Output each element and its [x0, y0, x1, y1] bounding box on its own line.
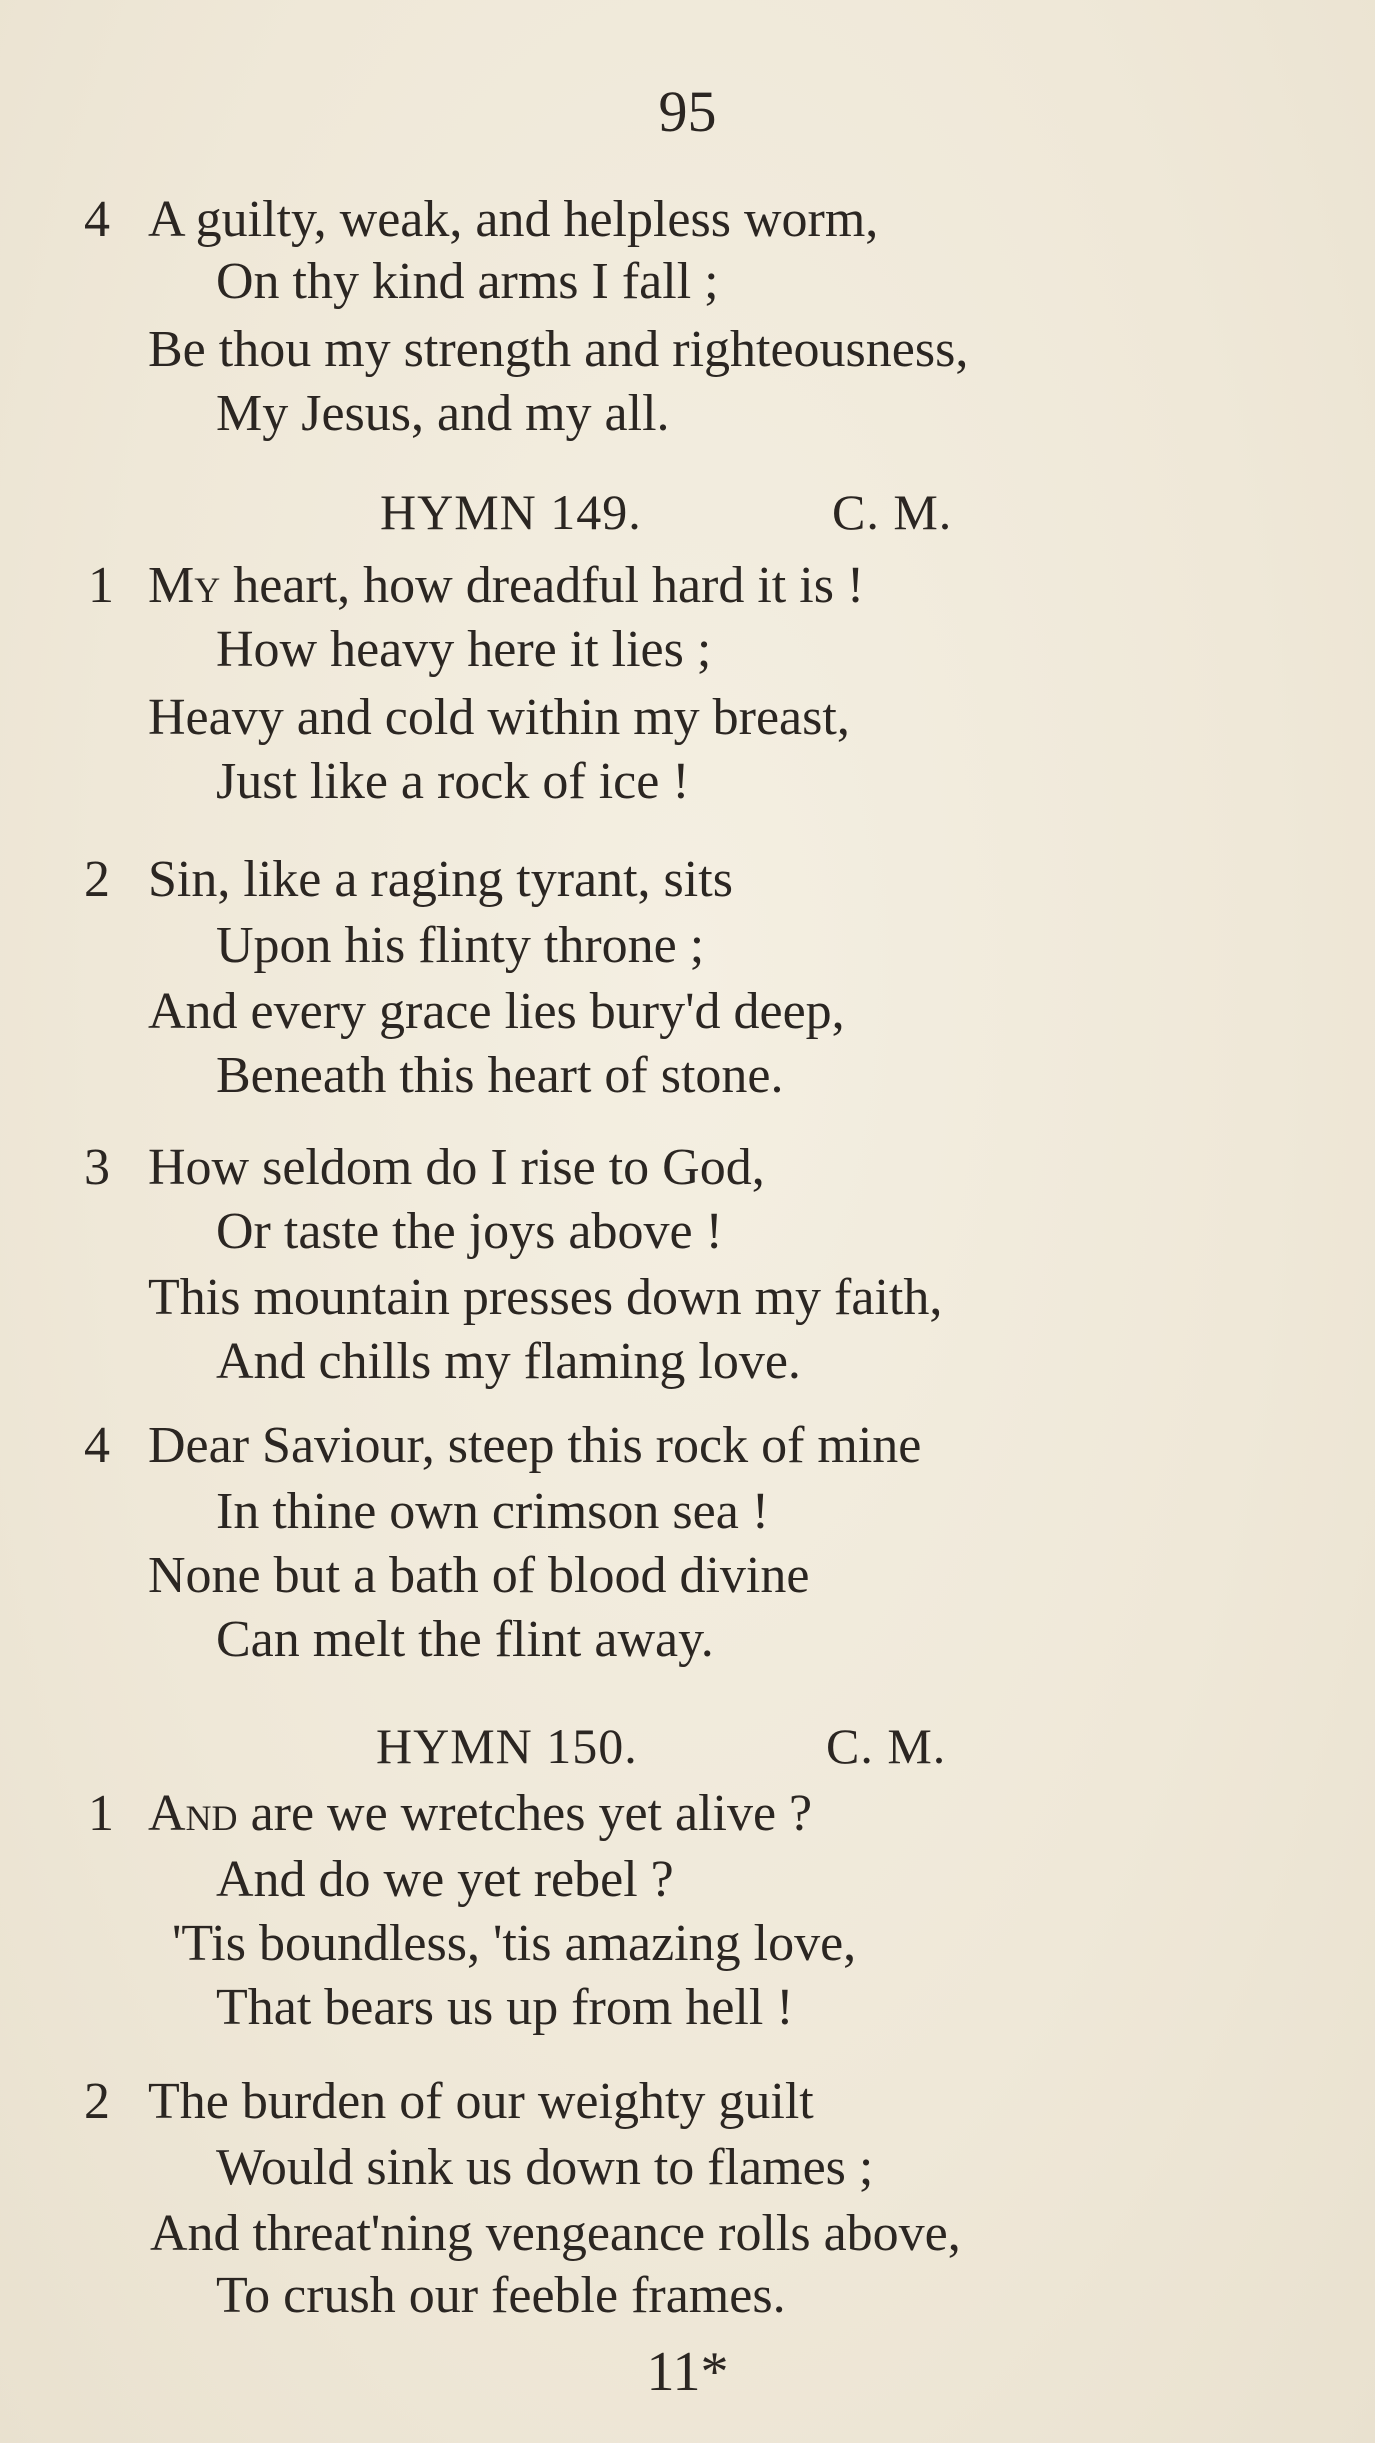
verse-line-rest: heart, how dreadful hard it is !: [220, 557, 865, 614]
verse-line: How seldom do I rise to God,: [148, 1139, 765, 1196]
stanza-number: 1: [88, 557, 114, 614]
verse-lead-word: And: [148, 1785, 238, 1842]
verse-line: To crush our feeble frames.: [216, 2267, 786, 2324]
hymn-meter: C. M.: [826, 1718, 947, 1774]
verse-line: Or taste the joys above !: [216, 1203, 723, 1260]
verse-lead-word: My: [148, 557, 221, 614]
verse-line: That bears us up from hell !: [216, 1979, 794, 2036]
signature-mark: 11*: [646, 2341, 729, 2403]
verse-line: [148, 556, 864, 616]
verse-line: And threat'ning vengeance rolls above,: [150, 2205, 961, 2262]
verse-line: And every grace lies bury'd deep,: [148, 983, 845, 1040]
verse-line: On thy kind arms I fall ;: [216, 253, 719, 310]
verse-line: In thine own crimson sea !: [216, 1483, 770, 1540]
hymn-meter: C. M.: [832, 484, 953, 540]
hymn-title: HYMN 149.: [380, 484, 642, 540]
verse-line: My Jesus, and my all.: [216, 385, 670, 442]
hymn-title: HYMN 150.: [376, 1718, 638, 1774]
stanza-number: 3: [84, 1139, 110, 1196]
verse-line: Would sink us down to flames ;: [216, 2139, 874, 2196]
verse-line: And do we yet rebel ?: [216, 1851, 674, 1908]
verse-line: Dear Saviour, steep this rock of mine: [148, 1417, 922, 1474]
verse-line: [148, 1784, 812, 1844]
verse-line: Upon his flinty throne ;: [216, 917, 705, 974]
stanza-number: 2: [84, 851, 110, 908]
verse-line: Be thou my strength and righteousness,: [148, 321, 969, 378]
verse-line: How heavy here it lies ;: [216, 621, 712, 678]
verse-line-rest: are we wretches yet alive ?: [237, 1785, 813, 1842]
verse-line: Beneath this heart of stone.: [216, 1047, 784, 1104]
verse-line: None but a bath of blood divine: [148, 1547, 810, 1604]
verse-line: And chills my flaming love.: [216, 1333, 801, 1390]
verse-line: Just like a rock of ice !: [216, 753, 690, 810]
verse-line: Can melt the flint away.: [216, 1611, 714, 1668]
verse-line: Sin, like a raging tyrant, sits: [148, 851, 733, 908]
stanza-number: 4: [84, 191, 110, 248]
verse-line: This mountain presses down my faith,: [148, 1269, 943, 1326]
verse-line: A guilty, weak, and helpless worm,: [148, 191, 879, 248]
stanza-number: 1: [88, 1785, 114, 1842]
verse-line: 'Tis boundless, 'tis amazing love,: [172, 1915, 857, 1972]
verse-line: The burden of our weighty guilt: [148, 2073, 814, 2130]
stanza-number: 4: [84, 1417, 110, 1474]
verse-line: Heavy and cold within my breast,: [148, 689, 850, 746]
page-number: 95: [658, 79, 717, 144]
stanza-number: 2: [84, 2073, 110, 2130]
